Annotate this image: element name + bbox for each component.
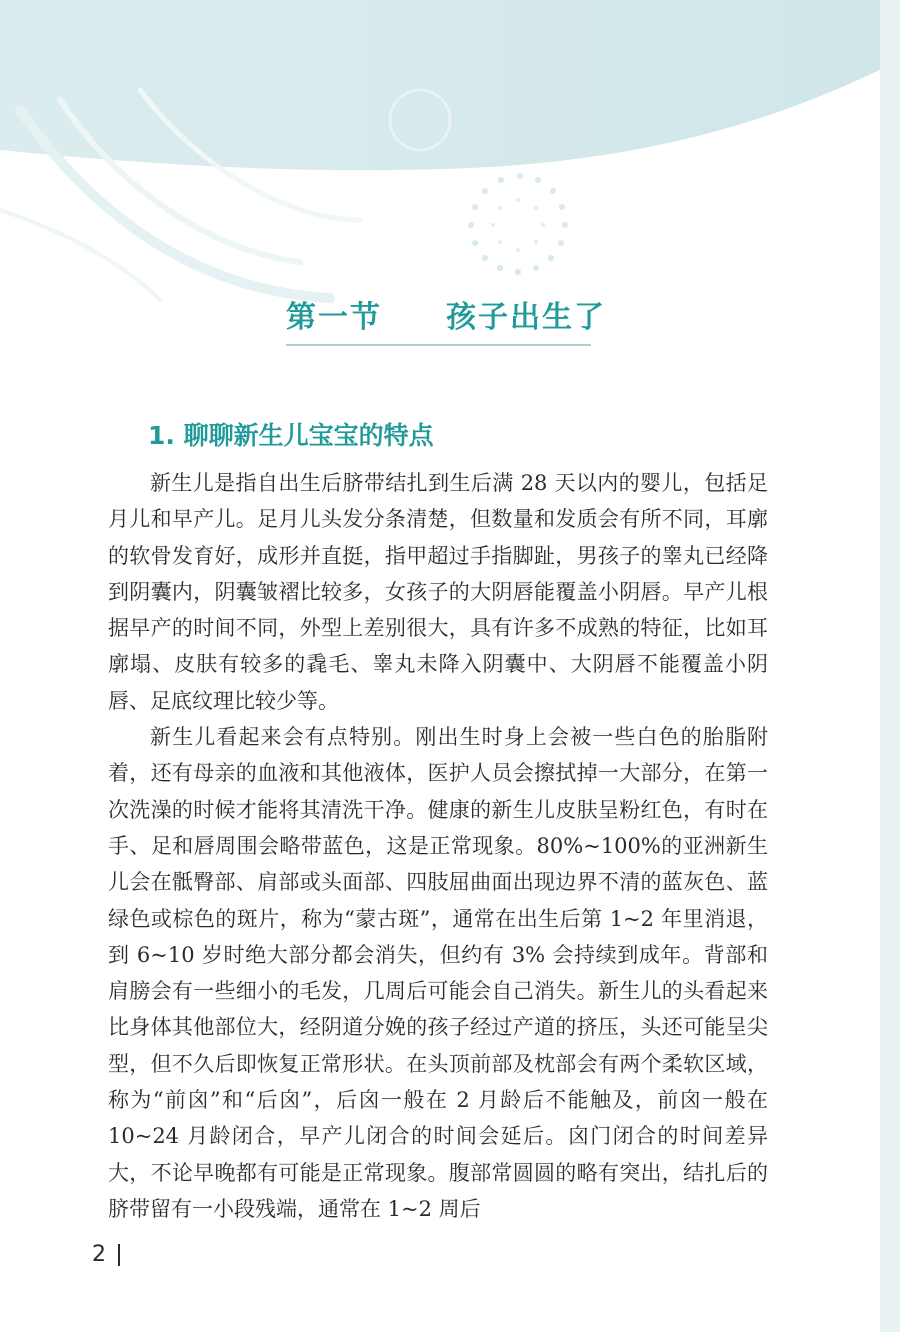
paragraph: 新生儿是指自出生后脐带结扎到生后满 28 天以内的婴儿，包括足月儿和早产儿。足月儿头发分条清楚，但数量和发质会有所不同，耳廓的软骨发育好，成形并直挺，指甲超过手指脚趾，男孩子的睾丸已经降到阴囊内，阴囊皱褶比较多，女孩子的大阴唇能覆盖小阴唇。早产儿根据早产的时间不同，外型上差别很大，具有许多不成熟的特征，比如耳廓塌、皮肤有较多的毳毛、睾丸未降入阴囊中、大阴唇不能覆盖小阴唇、足底纹理比较少等。 <box>108 471 768 713</box>
header-decoration <box>0 0 900 330</box>
section-heading: 1. 聊聊新生儿宝宝的特点 <box>148 421 434 450</box>
page-edge-bar <box>880 0 900 1332</box>
paragraph: 新生儿看起来会有点特别。刚出生时身上会被一些白色的胎脂附着，还有母亲的血液和其他液体，医护人员会擦拭掉一大部分，在第一次洗澡的时候才能将其清洗干净。健康的新生儿皮肤呈粉红色，有时在手、足和唇周围会略带蓝色，这是正常现象。80%~100%的亚洲新生儿会在骶臀部、肩部或头面部、四肢屈曲面出现边界不清的蓝灰色、蓝绿色或棕色的斑片，称为“蒙古斑”，通常在出生后第 1~2 年里消退，到 6~10 岁时绝大部分都会消失，但约有 3% 会持续到成年。背部和肩膀会有一些细小的毛发，几周后可能会自己消失。新生儿的头看起来比身体其他部位大，经阴道分娩的孩子经过产道的挤压，头还可能呈尖型，但不久后即恢复正常形状。在头顶前部及枕部会有两个柔软区域，称为“前囟”和“后囟”，后囟一般在 2 月龄后不能触及，前囟一般在 10~24 月龄闭合，早产儿闭合的时间会延后。囟门闭合的时间差异大，不论早晚都有可能是正常现象。腹部常圆圆的略有突出，结扎后的脐带留有一小段残端，通常在 1~2 周后 <box>108 725 768 1221</box>
chapter-title <box>286 292 606 346</box>
header-dot-ring-inner <box>491 198 545 252</box>
body-text <box>108 465 768 1227</box>
page-number-divider <box>118 1244 120 1266</box>
header-dot-ring <box>468 173 568 275</box>
page-number: 2 <box>92 1242 106 1267</box>
header-wave-shape <box>0 0 900 170</box>
header-swirl-curve <box>0 210 160 300</box>
chapter-title-text: 第一节 孩子出生了 <box>286 300 606 335</box>
